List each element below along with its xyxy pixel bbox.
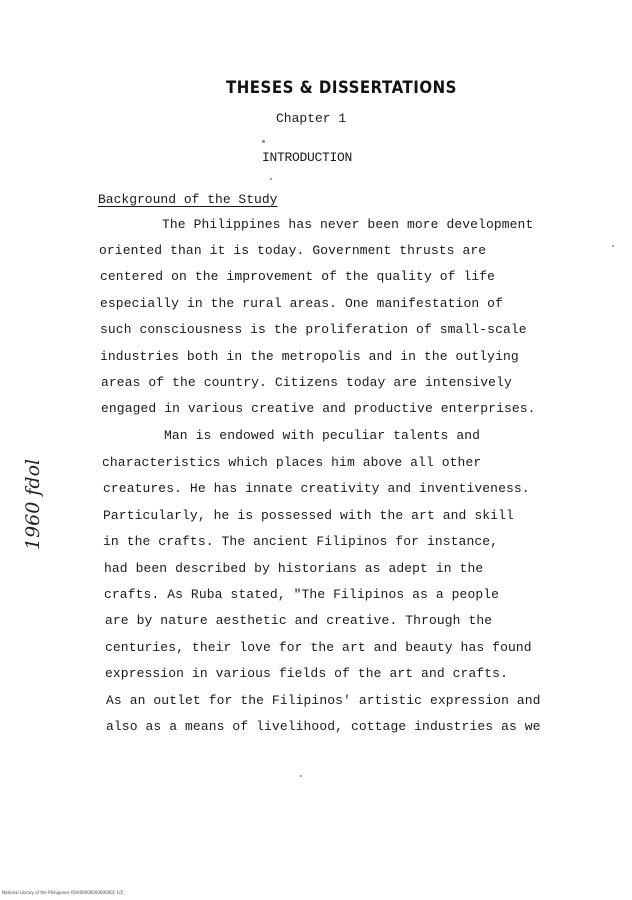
scan-speck: [612, 245, 614, 247]
body-line: industries both in the metropolis and in the outlying: [100, 349, 519, 364]
body-line: also as a means of livelihood, cottage industries as we: [106, 719, 541, 734]
body-line: The Philippines has never been more development: [162, 217, 534, 232]
body-line: creatures. He has innate creativity and inventiveness.: [103, 481, 530, 496]
body-line: oriented than it is today. Government thrusts are: [99, 243, 487, 258]
body-line: Particularly, he is possessed with the art and skill: [103, 508, 514, 523]
body-line: engaged in various creative and productive enterprises.: [101, 401, 536, 416]
section-title: Background of the Study: [98, 192, 278, 207]
footer-watermark: National Library of the Philippines ROA00000000000001 1/2: [2, 890, 123, 895]
body-line: in the crafts. The ancient Filipinos for instance,: [103, 534, 499, 549]
theses-stamp: THESES & DISSERTATIONS: [226, 76, 457, 98]
scan-speck: [262, 140, 265, 143]
body-line: especially in the rural areas. One manifestation of: [100, 296, 503, 311]
body-line: Man is endowed with peculiar talents and: [164, 428, 481, 443]
body-line: had been described by historians as adept in the: [104, 561, 484, 576]
handwritten-note: 1960 fdol: [22, 458, 44, 550]
chapter-heading: Chapter 1: [276, 111, 347, 126]
body-line: expression in various fields of the art and crafts.: [105, 666, 508, 681]
chapter-title: INTRODUCTION: [262, 150, 353, 165]
body-line: centered on the improvement of the quality of life: [100, 269, 496, 284]
scan-speck: [270, 178, 272, 180]
body-line: such consciousness is the proliferation of small-scale: [100, 322, 527, 337]
body-line: characteristics which places him above all other: [102, 455, 482, 470]
margin-handwriting: [22, 458, 52, 550]
body-line: are by nature aesthetic and creative. Through the: [105, 613, 493, 628]
body-line: crafts. As Ruba stated, "The Filipinos as a people: [104, 587, 500, 602]
body-line: As an outlet for the Filipinos' artistic expression and: [106, 693, 541, 708]
body-line: centuries, their love for the art and beauty has found: [105, 640, 532, 655]
scan-speck: [300, 775, 302, 777]
body-line: areas of the country. Citizens today are intensively: [101, 375, 512, 390]
